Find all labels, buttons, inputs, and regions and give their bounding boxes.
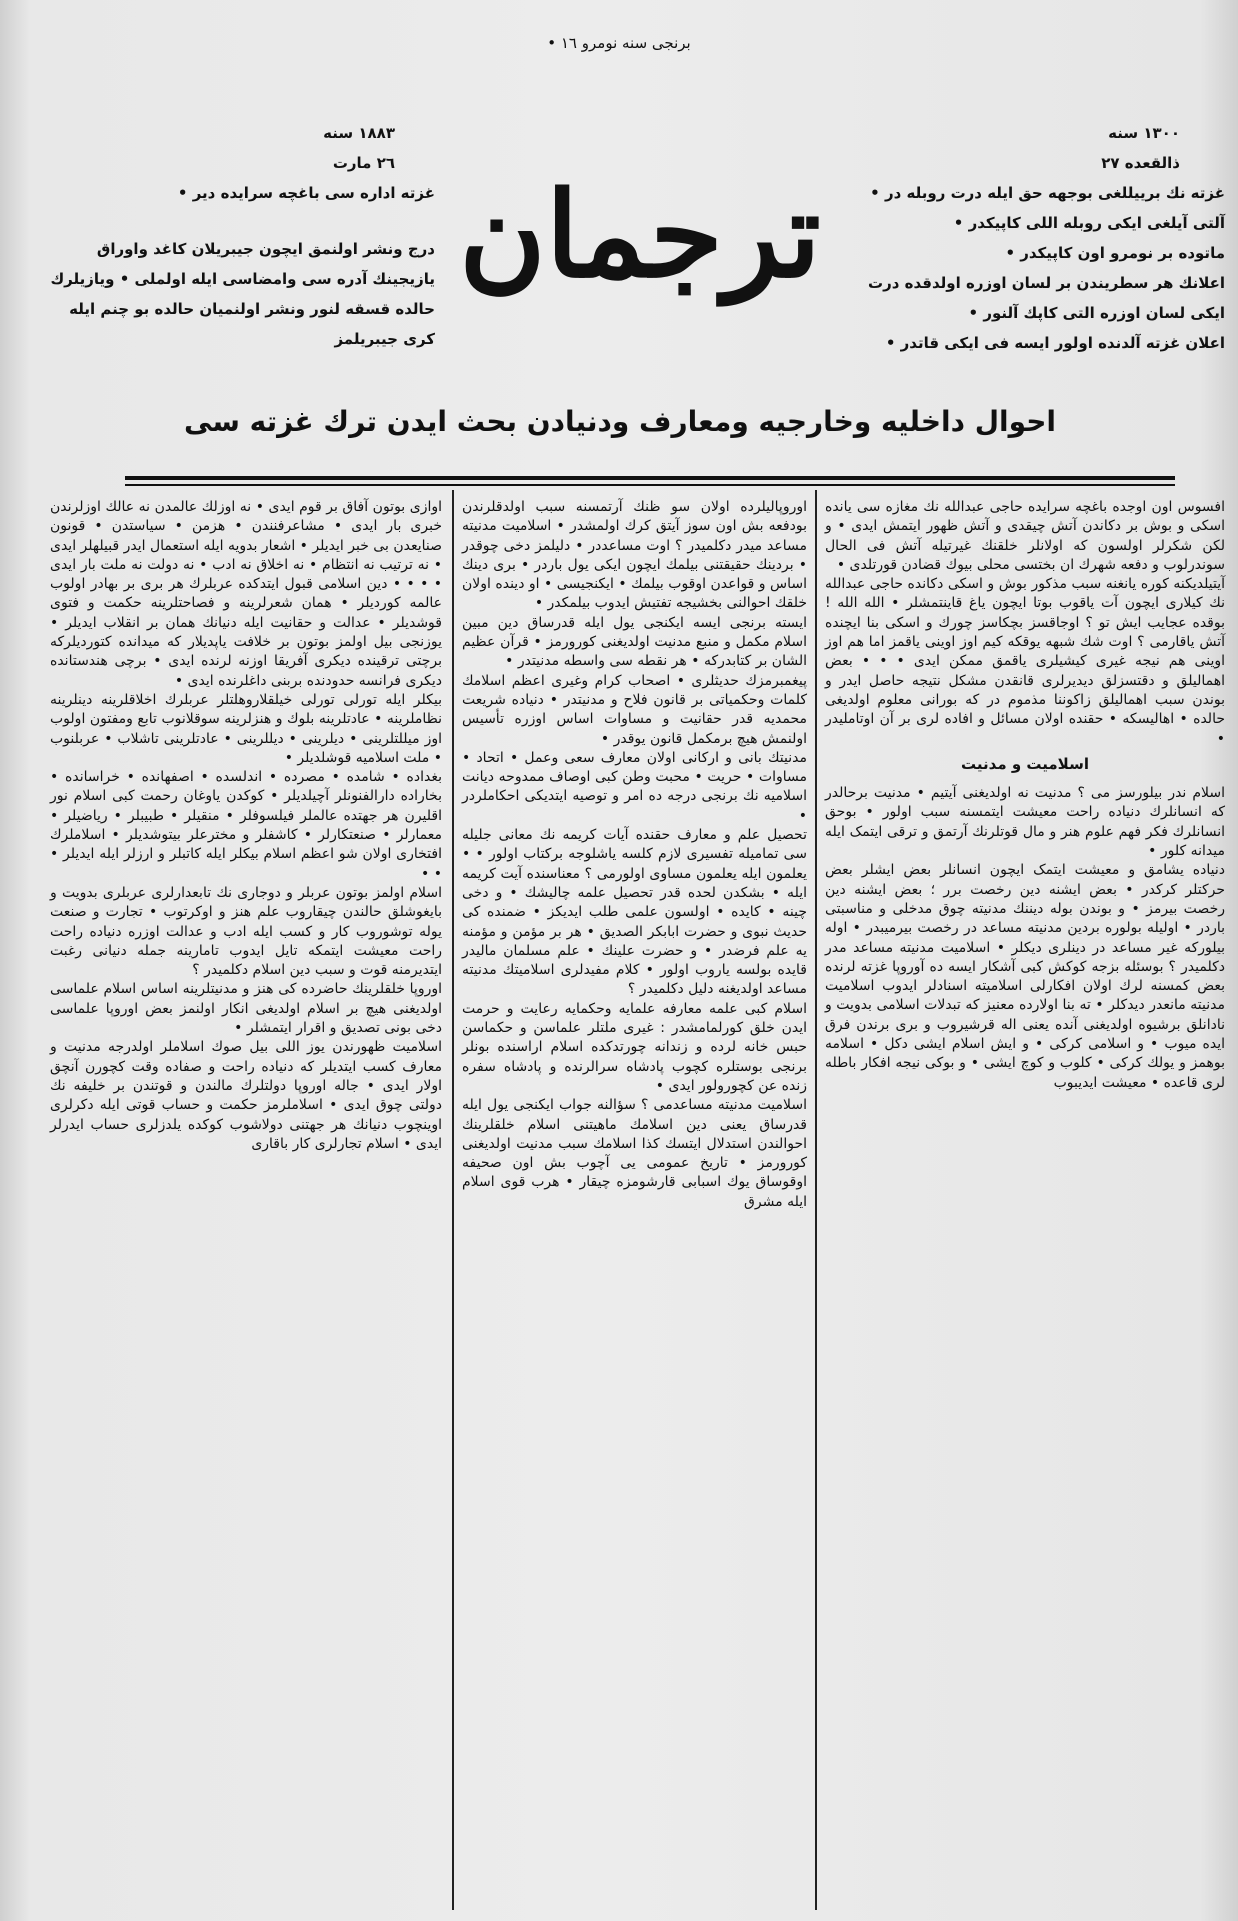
price-line: آلتی آیلغی ایکی روبله اللی کاپیکدر • xyxy=(953,214,1225,232)
price-line: غزته نك برییللغی بوجهه حق ایله درت روبله در • xyxy=(870,184,1225,202)
column-divider xyxy=(452,490,454,1910)
header-rule-thin xyxy=(125,484,1175,486)
price-line: اعلان غزته آلدنده اولور ایسه فی ایکی قاتدر • xyxy=(885,334,1225,352)
issue-line: برنجی سنه نومرو ۱٦ • xyxy=(547,34,691,52)
masthead-title: ترجمان xyxy=(459,165,821,304)
paragraph: تحصیل علم و معارف حقنده آیات کریمه نك معانی جلیله سی تمامیله تفسیری لازم کلسه یاشلوجه برکتاب اولور • • یعلمون ایله یعلمون مساوی اولورمی ؟ معناسنده آیت کریمه ایله • بشکدن لحده قدر تحصیل علمه چالیشك • و دخی چینه • کایده • اولسون علمی طلب ایدیکز • ضمنده کی حدیث نبوی و حضرت ابابکر الصدیق • هر بر مؤمن و مؤمنه یه علم فرضدر • و حضرت علینك • علم مسلمان مالیدر قایده بولسه یاروب اولور • کلام مفیدلری اسلامیتك مدنیته مساعد اولدیغنه دلیل دکلمیدر ؟ xyxy=(462,827,807,998)
paragraph: پیغمبرمزك حدیثلری • اصحاب کرام وغیری اعظم اسلامك کلمات وحکمیاتی بر قانون فلاح و مدنیتدر • دنیاده شریعت محمدیه قدر حقانیت و مساوات اساس اوزره تأسیس اولنمش هیچ برمکمل قانون یوقدر • xyxy=(462,672,807,747)
day-gregorian: ۲٦ مارت xyxy=(332,154,395,172)
price-line: ایکی لسان اوزره التی کاپك آلنور • xyxy=(968,304,1225,322)
header-rule xyxy=(125,476,1175,480)
column-right xyxy=(825,498,1225,1093)
date-hijri xyxy=(980,118,1180,178)
column-left xyxy=(50,498,442,1154)
notice-line: کری جیبریلمز xyxy=(334,330,435,348)
paragraph: اوروپا خلقلرینك حاضرده کی هنز و مدنیتلرینه اساس اسلام علماسی اولدیغنی هیچ بر اسلام اولدیغی انکار اولنمز بعض اوروپا علماسی دخی بونی تصدیق و اقرار ایتمشلر • xyxy=(50,981,442,1037)
paragraph: اسلام ندر بیلورسز می ؟ مدنیت نه اولدیغنی آیتیم • مدنیت برحالدر که انسانلرك دنیاده راحت معیشت ایتمسنه سبب اولور • بوحق انسانلرك فکر فهم علوم هنر و مال قوتلرنك آرتمق و ترقی ایتمک ایله میدانه کلور • xyxy=(825,785,1225,860)
paragraph: بیکلر ایله تورلی تورلی خیلقلاروهلتلر عربلرك اخلاقلرینه دینلرینه نظاملرینه • عادتلرینه بلوك و هنزلرینه سوقلانوب تابع ومفتون اولوب اوز میللتلرینی • دیلرینی • دیللرینی • عادتلرینی تاشلاب • عربلنوب • ملت اسلامیه قوشلدیلر • xyxy=(50,691,442,766)
subscription-info xyxy=(840,178,1225,358)
paragraph: ایسته برنجی ایسه ایکنجی یول ایله قدرساق دین مبین اسلام مکمل و منبع مدنیت اولدیغنی کورورمز • قرآن عظیم الشان بر کتابدرکه • هر نقطه سی واسطه مدنیتدر • xyxy=(462,614,807,670)
column-middle xyxy=(462,498,807,1212)
editorial-notice xyxy=(50,178,435,354)
paragraph: اسلامیت مدنیته مساعدمی ؟ سؤالنه جواب ایکنجی یول ایله قدرساق یعنی دین اسلامك ماهیتنی اسلام خلقلرینك احوالندن استدلال ایتسك کذا اسلامك سبب مدنیت اولدیغنی کورورمز • تاریخ عمومی یی آچوب بش اون صحیفه اوقوساق یوك اسبابی قارشومزه چیقار • هرب قوی اسلام ایله مشرق xyxy=(462,1097,807,1210)
paragraph: افسوس اون اوجده باغچه سرایده حاجی عبدالله نك مغازه سی یانده اسکی و بوش بر دکاندن آتش چیقدی و آتش ظهور ایتمش ایدی • و لکن شکرلر اولسون که اولانلر خلقنك غیرتیله آتش فی الحال سوندرلوب و دفعه شهرك ان بختسی محلی بیوك قضادن قورتلدی • xyxy=(825,499,1225,573)
price-line: ماتوده بر نومرو اون کاپیکدر • xyxy=(1005,244,1225,262)
price-line: اعلانك هر سطریندن بر لسان اوزره اولدقده درت xyxy=(868,274,1225,292)
article-heading: اسلامیت و مدنیت xyxy=(961,754,1089,773)
paragraph: اوازی بوتون آفاق بر قوم ایدی • نه اوزلك عالمدن نه عالك اوزلرندن خبری بار ایدی • مشاعرفنندن • هزمن • سیاستدن • قونون صنایعدن بی خبر ایدیلر • اشعار بدویه ایله استعمال ایدر قبیلهلر ایدی • نه ترتیب نه انتظام • نه اخلاق نه ادب • نه دولت نه ملت بار ایدی • • • • دین اسلامی قبول ایتدکده عربلرك هر بری بر بهادر اولوب عالمه کوردیلر • همان شعرلرینه و فصاحتلرینه حکمت و فتوی قوشدیلر • عدالت و حقانیت ایله دنیانك همان بر انقلاب ایدیلر • یوزنجی بیل اولمز بوتون بر خلافت یاپدیلار که میدانده کتوردیلرکه برچتی ترقینده دیکری آفریقا اوزنه لرنده ایدی • برچی هندستانده دیکری فرانسه حدودنده بربنی داغلرنده ایدی • xyxy=(50,499,442,689)
paragraph: مدنیتك بانی و ارکانی اولان معارف سعی وعمل • اتحاد • مساوات • حریت • محبت وطن کبی اوصاف ممدوحه دیانت اسلامیه نك برنجی درجه ده امر و توصیه ایتدیکی احکاملردر • xyxy=(462,749,807,824)
paragraph: اسلام اولمز بوتون عربلر و دوجاری نك تابعدارلری عربلری بدویت و بایغوشلق حالندن چیقاروب علم هنز و اوکرتوب • تجارت و صنعت یوله توشوروب کار و کسب ایله ادب و عدالت اوزره دنیاده راحت راحت معیشت ایتمکه تایل ایدوب تامارینه جمله دنیانی رغبت ایتدیرمنه قوت و سبب دین اسلام دکلمیدر ؟ xyxy=(50,884,442,979)
paragraph: اوروپالیلرده اولان سو ظنك آرتمسنه سبب اولدقلرندن بودفعه بش اون سوز آیتق کرك اولمشدر • اسلامیت مدنیته مساعد میدر دکلمیدر ؟ اوت مساعددر • دلیلمز دخی چوقدر • بردینك حقیقتنی بیلمك ایچون ایکی یول باردر • بری دینك اساس و قواعدن اوقوب بیلمك • ایکنجیسی • او دینده اولان خلقك احوالنی بخشیجه تفتیش ایدوب بیلمکدر • xyxy=(462,499,807,612)
year-hijri: ۱۳۰۰ سنه xyxy=(1108,124,1180,142)
date-gregorian xyxy=(195,118,395,178)
paragraph: اسلامیت ظهورندن یوز اللی بیل صوك اسلاملر اولدرجه مدنیت و معارف کسب ایتدیلر که دنیاده راحت و صفاده وقت کچورن آنچق اولار ایدی • جاله اوروپا دولتلرك مالندن و قوتندن بر خلیفه نك دولتی چوق ایدی • اسلاملرمز حکمت و حساب قوتی ایله دکرلری اوینچوب دنیانك هر جهتنی دولاشوب کوکده یلدزلری حساب ایدرلر ایدی • اسلام تجارلری کار باقاری xyxy=(50,1039,442,1152)
year-gregorian: ۱۸۸۳ سنه xyxy=(323,124,395,142)
paragraph: اسلام کبی علمه معارفه علمایه وحکمایه رعایت و حرمت ایدن خلق کورلمامشدر : غیری ملتلر علماسن و حکماسن حبس خانه لرده و زندانه چورتدکده اسلام اراسنده بونلر برنجی بوستلره کچوب پادشاه سرالرنده و پادشاه سفره زنده عن کچورولور ایدی • xyxy=(462,1000,807,1094)
paragraph: بغداده • شامده • مصرده • اندلسده • اصفهانده • خراسانده • بخاراده دارالفنونلر آچیلدیلر • کوکدن یاوغان رحمت کبی اسلام نور اقلیرن هر جهتده عالملر فیلسوفلر • منقیلر • طبیبلر • ریاضیلر • معمارلر • صنعتکارلر • کاشفلر و مخترعلر بیتوشدیلر • اسلاملرك افتخاری اولان شو اعظم اسلام بیکلر ایله کاتبلر و ارزلر ایله ایدیلر • • • xyxy=(50,769,442,882)
paragraph: آیتیلدیکنه کوره یانغنه سبب مذکور بوش و اسکی دکانده حاجی عبدالله نك کیلاری ایچون آت یاقوب بوتا ایچون یاغ قاینتمشلر • الله الله ! بوقده عجایب ایش تو ؟ اوجاقسز بچکاسز چورك و اسکی بنا ایچنده آتش یاقارمی ؟ اوت شك شبهه یوقکه کیم اوز اوینی یاقمز اما هم اوز اوینی هم نیجه غیری کیشیلری یاقمق ممکن ایدی • • • بعض اهمالیلق و دقتسزلق دیدیرلری قانقدن مشکل نتیجه حاصل ایدر و بوندن سبب اهمالیلق زاکوننا مذموم در که بورانی معلوم اولدیغی حالده • اهالیسکه • حقنده اولان مسائل و افاده لری بر آن اوتاملیدر • xyxy=(825,576,1225,747)
notice-line: درج ونشر اولنمق ایچون جیبریلان کاغد واوراق xyxy=(96,240,435,258)
masthead-subtitle: احوال داخلیه وخارجیه ومعارف ودنیادن بحث ایدن ترك غزته سی xyxy=(184,405,1056,438)
column-divider xyxy=(815,490,817,1910)
day-hijri: ذالقعده ۲۷ xyxy=(1101,154,1180,172)
paragraph: دنیاده یشامق و معیشت ایتمک ایچون انسانلر بعض ایشلر بعض حرکتلر کرکدر • بعض ایشنه دین رخصت برر ؛ بعض ایشنه دین رخصت بیرمز • و بوندن بوله دیننك مدنیته چوق مدخلی و مناسبتی باردر • اولیله بولوره بردین مدنیته مساعد در رخصت بیرمیبدر • اوله بیلورکه غیر مساعد در دینلری دیکلر • اسلامیت مدنیته مساعد مدر دکلمیدر ؟ بوسئله بزجه کوکش کبی آشکار ایسه ده آوروپا غزته لرنده بعض کمسنه لرك اولان افکارلی اسلامیته اسنادلر ایدوب اسلامیت مدنیته مانعدر دیدکلر • ته بنا اولارده معنیز که تبدلات اسلامی بدویت و نادانلق برشیوه اولدیغنی آنده یعنی اله قرشیروب و بری برندن فرق ایده میوب • و اسلامی کرکی • و ایش اسلام ایشی دکل • اسلامه بوهمز و یولك کرکی • کلوب و کوچ ایشی • و بوکی نیجه افکار باطله لری قاعده • معیشت ایدیبوب xyxy=(825,862,1225,1091)
notice-line: غزته اداره سی باغچه سرایده دیر • xyxy=(177,184,435,202)
notice-line: یازیجینك آدره سی وامضاسی ایله اولملی • ویازیلرك xyxy=(50,270,435,288)
notice-line: حالده قسقه لنور ونشر اولنمیان حالده بو چنم ایله xyxy=(69,300,435,318)
